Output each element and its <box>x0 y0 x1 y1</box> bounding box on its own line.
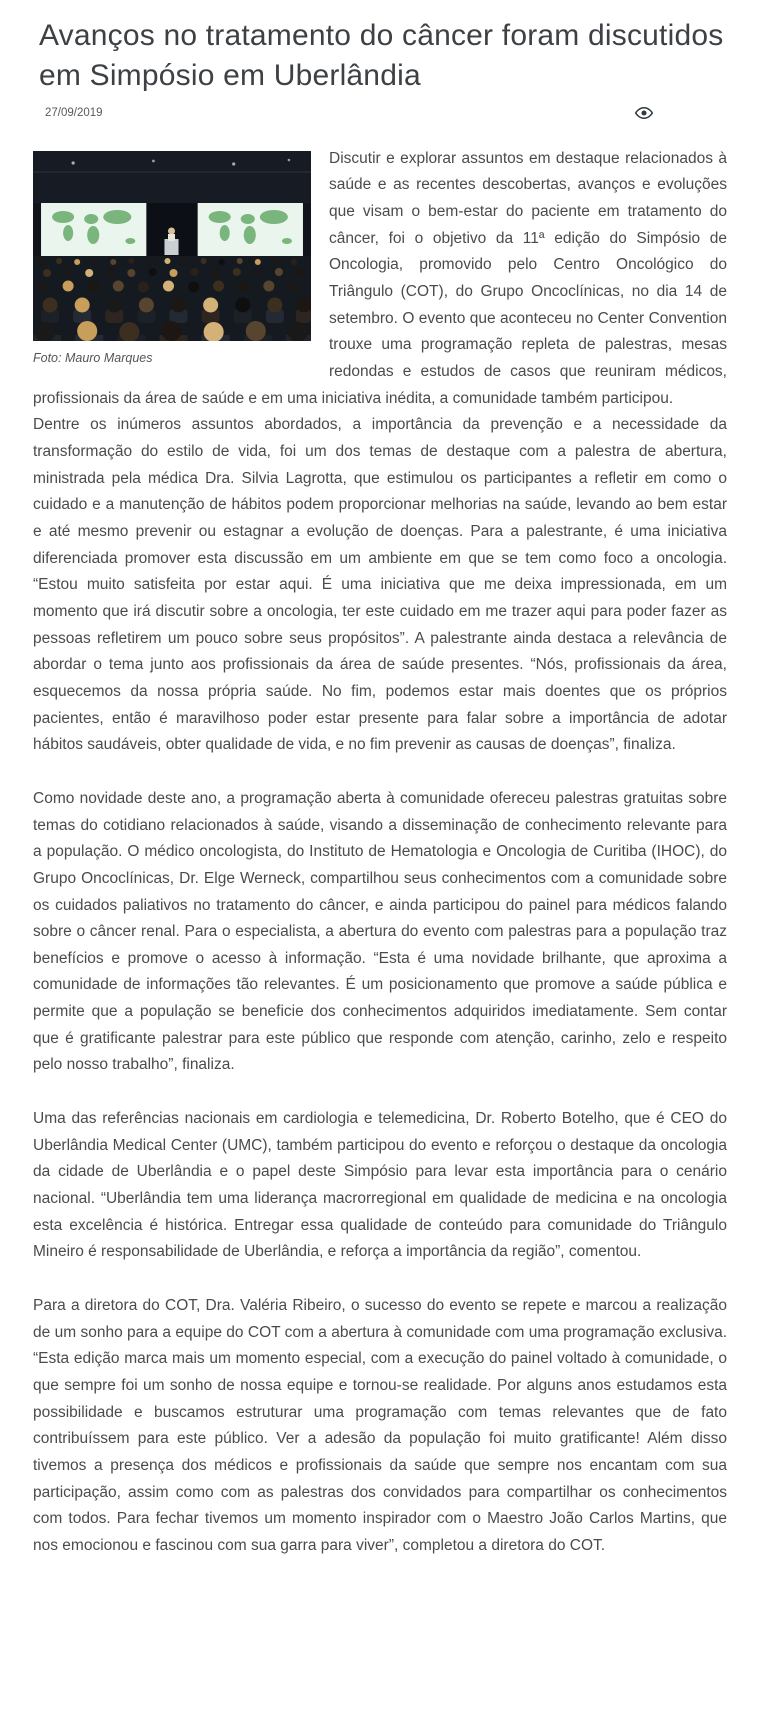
article-paragraph: Dentre os inúmeros assuntos abordados, a importância da prevenção e a necessidade da transformação do estilo de vida, foi um dos temas de destaque com a palestra de abertura, ministrada pela médica Dra. Silvia Lagrotta, que estimulou os participantes a refletir em como o cuidado e a manutenção de hábitos podem proporcionar melhorias na saúde, levando ao bem estar e até mesmo prevenir ou estagnar a evolução de doenças. Para a palestrante, é uma iniciativa diferenciada promover esta discussão em um ambiente em que se tem como foco a oncologia. “Estou muito satisfeita por estar aqui. É uma iniciativa que me deixa impressionada, em um momento que irá discutir sobre a oncologia, ter este cuidado em me trazer aqui para poder fazer as pessoas refletirem um pouco sobre seus propósitos”. A palestrante ainda destaca a relevância de abordar o tema junto aos profissionais da área de saúde presentes. “Nós, profissionais da área, esquecemos da nossa própria saúde. No fim, podemos estar mais doentes que os próprios pacientes, então é maravilhoso poder estar presente para falar sobre a importância de adotar hábitos saudáveis, obter qualidade de vida, e no fim prevenir as causas de doenças”, finaliza. <box>33 416 727 754</box>
article-paragraph: Como novidade deste ano, a programação aberta à comunidade ofereceu palestras gratuitas sobre temas do cotidiano relacionados à saúde, visando a disseminação de conhecimento relevante para a população. O médico oncologista, do Instituto de Hematologia e Oncologia de Curitiba (IHOC), do Grupo Oncoclínicas, Dr. Elge Werneck, compartilhou seus conhecimentos com a comunidade sobre os cuidados paliativos no tratamento do câncer, e ainda participou do painel para médicos falando sobre o câncer renal. Para o especialista, a abertura do evento com palestras para a população traz benefícios e promove o acesso à informação. “Esta é uma novidade brilhante, que aproxima a comunidade de informações tão relevantes. É um posicionamento que promove a saúde pública e permite que a população se beneficie dos conhecimentos adquiridos imediatamente. Sem contar que é gratificante palestrar para este público que responde com atenção, carinho, zelo e respeito pelo nosso trabalho”, finaliza. <box>33 789 727 1074</box>
conference-photo <box>33 151 311 341</box>
article-paragraph: Para a diretora do COT, Dra. Valéria Ribeiro, o sucesso do evento se repete e marcou a realização de um sonho para a equipe do COT com a abertura à comunidade com uma programação exclusiva. “Esta edição marca mais um momento especial, com a execução do painel voltado à comunidade, o que sempre foi um sonho de nossa equipe e tornou-se realidade. Por alguns anos estudamos esta possibilidade e buscamos estruturar uma programação com temas relevantes que de fato contribuíssem para este público. Ver a adesão da população foi muito gratificante! Além disso tivemos a presença dos médicos e profissionais da saúde que sempre nos encantam com sua participação, assim como com as palestras dos convidados para compartilhar os conhecimentos com todos. Para fechar tivemos um momento inspirador com o Maestro João Carlos Martins, que nos emocionou e fascinou com sua garra para viver”, completou a diretora do COT. <box>33 1297 727 1554</box>
article-body <box>33 146 727 1560</box>
eye-icon[interactable] <box>635 106 653 120</box>
photo-caption: Foto: Mauro Marques <box>33 350 153 365</box>
page-title: Avanços no tratamento do câncer foram discutidos em Simpósio em Uberlândia <box>39 19 724 92</box>
article-photo-figure <box>33 151 311 370</box>
article-paragraph: Uma das referências nacionais em cardiologia e telemedicina, Dr. Roberto Botelho, que é CEO do Uberlândia Medical Center (UMC), também participou do evento e reforçou o destaque da oncologia da cidade de Uberlândia e o papel deste Simpósio para levar esta importância para o cenário nacional. “Uberlândia tem uma liderança macrorregional em qualidade de medicina e na oncologia esta excelência é histórica. Entregar essa qualidade de conteúdo para comunidade do Triângulo Mineiro é responsabilidade de Uberlândia, e reforça a importância da região”, comentou. <box>33 1110 727 1261</box>
meta-row <box>45 106 653 120</box>
article-paragraph: Discutir e explorar assuntos em destaque relacionados à saúde e as recentes descobertas, avanços e evoluções que visam o bem-estar do paciente em tratamento do câncer, foi o objetivo da 11ª edição do Simpósio de Oncologia, promovido pelo Centro Oncológico do Triângulo (COT), do Grupo Oncoclínicas, no dia 14 de setembro. O evento que aconteceu no Center Convention trouxe uma programação repleta de palestras, mesas redondas e estudos de casos que reuniram médicos, profissionais da área de saúde e em uma iniciativa inédita, a comunidade também participou. <box>33 149 727 407</box>
publish-date: 27/09/2019 <box>45 106 103 119</box>
